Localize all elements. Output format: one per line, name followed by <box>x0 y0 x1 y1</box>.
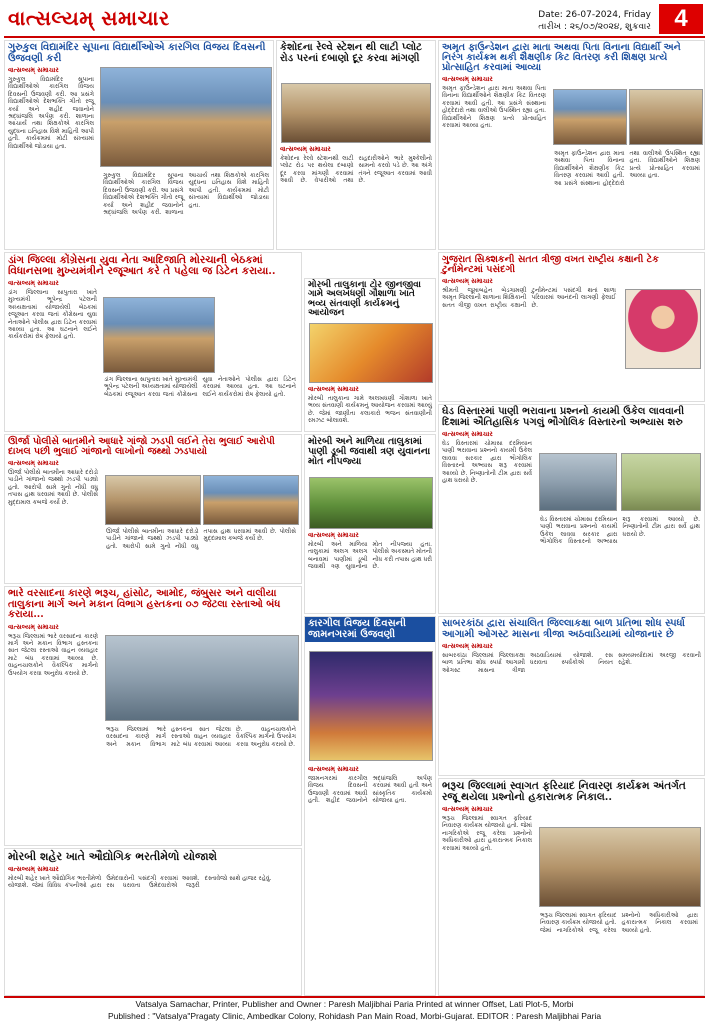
article-body-continued: ભરૂચ જિલ્લામાં સ્વાગત ફરિયાદ નિવારણ કાર્યક્રમ યોજાયો હતો. જેમાં નાગરિકોએ રજૂ કરેલા પ્રશ્નોનો અધિકારીઓ દ્વારા હકારાત્મક નિકાલ કરવામાં આવ્યો હતો. <box>540 912 698 934</box>
article-body-continued: ભરૂચ જિલ્લામાં ભારે વરસાદના કારણે માર્ગ અને મકાન વિભાગ હસ્તકના સાત જેટલા રસ્તાઓ વાહન વ્યવહાર માટે બંધ કરવામાં આવ્યા છે. વાહનચાલકોને વૈકલ્પિક માર્ગનો ઉપયોગ કરવા અનુરોધ કરાયો છે. <box>106 726 296 748</box>
photo-meeting <box>539 827 701 907</box>
headline: મોરબી તાલુકાના ટોર જીનજીવા ગામે અલખધણી ગૌશાળા ખાતે ભવ્ય સંતવાણી કાર્યક્રમનું આયોજન <box>308 280 421 319</box>
photo-event-poster <box>309 323 433 383</box>
article-heavy-rain-roads <box>4 586 302 846</box>
article-amrut-foundation <box>438 40 705 250</box>
article-body: કેશોદના રેલ્વે સ્ટેશનથી લાટી પ્લોટ રોડ પર થયેલા દબાણો દૂર કરવા માંગણી કરવામાં આવી છે. વેપારીઓ તથા રાહદારીઓને ભારે મુશ્કેલીનો સામનો કરવો પડે છે. આ અંગે તંત્રને રજૂઆત કરવામાં આવી છે. <box>280 155 432 185</box>
article-body-continued: અમૃત ફાઉન્ડેશન દ્વારા માતા અથવા પિતા વિનાના વિદ્યાર્થીઓને શૈક્ષણીક કિટ વિતરણ કરવામાં આવી હતી. આ પ્રસંગે સંસ્થાના હોદ્દેદારો તથા વાલીઓ ઉપસ્થિત રહ્યા હતા. વિદ્યાર્થીઓને શિક્ષણ પ્રત્યે પ્રોત્સાહિત કરવામાં આવ્યા હતા. <box>554 150 700 187</box>
headline: કારગીલ વિજય દિવસની જામનગરમાં ઉજવણી <box>305 617 435 642</box>
article-body: ભરૂચ જિલ્લામાં સ્વાગત ફરિયાદ નિવારણ કાર્યક્રમ યોજાયો હતો. જેમાં નાગરિકોએ રજૂ કરેલા પ્રશ્નોનો અધિકારીઓ દ્વારા હકારાત્મક નિકાલ કરવામાં આવ્યો હતો. <box>442 815 532 852</box>
article-teacher-selection <box>438 252 705 402</box>
newspaper-logo: વાત્સલ્યમ્ સમાચાર <box>8 6 170 30</box>
byline: વાત્સલ્યમ્ સમાચાર <box>8 66 59 74</box>
article-sabarkantha-competition <box>438 616 705 776</box>
article-body-continued: ઊર્જા પોલીસે બાતમીના આધારે દરોડો પાડીને ગાંજાનો જથ્થો ઝડપી પાડ્યો હતો. આરોપી સામે ગુનો નોંધી વધુ તપાસ હાથ ધરવામાં આવી છે. પોલીસે મુદ્દામાલ કબજે કર્યો છે. <box>106 528 296 550</box>
headline: મોરબી અને માળિયા તાલુકામાં પાણી ડૂબી જવાથી ત્રણ યુવાનના મોત નીપજ્યા <box>308 436 431 467</box>
headline: અમૃત ફાઉન્ડેશન દ્વારા માતા અથવા પિતા વિનાના વિદ્યાર્થી અને નિરંગ કાર્યક્રમ થકી શૈક્ષણીક કિટ વિતરણ કરી શિક્ષણ પ્રત્યે પ્રોત્સાહિત કરવામાં આવ્યા <box>442 42 681 73</box>
byline: વાત્સલ્યમ્ સમાચાર <box>442 430 493 438</box>
article-body-continued: ગુરુકુલ વિદ્યામંદિર સૂપાના વિદ્યાર્થીઓએ કારગિલ વિજય દિવસની ઉજવણી કરી. આ પ્રસંગે વિદ્યાર્થીઓએ દેશભક્તિ ગીતો રજૂ કર્યા અને શહીદ જવાનોને શ્રદ્ધાંજલિ અર્પણ કરી. શાળાના આચાર્ય તથા શિક્ષકોએ કારગિલ યુદ્ધના ઇતિહાસ વિશે માહિતી આપી હતી. કાર્યક્રમમાં મોટી સંખ્યામાં વિદ્યાર્થીઓ જોડાયા હતા. <box>103 172 269 217</box>
article-kargil-jamnagar <box>304 616 436 996</box>
headline: ભારે વરસાદના કારણે ભરૂચ, હાંસોટ, આમોદ, જંબુસર અને વાલીયા તાલુકાના માર્ગ અને મકાન વિભાગ હસ્તકના ૦૭ જેટલા રસ્તાઓ બંધ કરાયા... <box>8 588 281 620</box>
headline: ડાંગ જિલ્લા કોંગ્રેસના યુવા નેતા આદિજાતિ મોરચાની બેઠકમાં વિધાનસભા મુખ્યમંત્રીને રજૂઆત કરે તે પહેલા જ ડિટેન કરાયા.. <box>8 254 276 278</box>
headline: ગુજરાત સિક્શકની સતત ત્રીજી વખત રાષ્ટ્રીય કક્ષાની ટેક ટુર્નામેન્ટમાં પસંદગી <box>442 254 659 275</box>
photo-flooded-area-1 <box>539 453 617 511</box>
byline: વાત્સલ્યમ્ સમાચાર <box>280 145 331 153</box>
byline: વાત્સલ્યમ્ સમાચાર <box>308 385 359 393</box>
photo-seized-goods-1 <box>105 475 201 525</box>
photo-river <box>309 477 433 529</box>
article-body: ઊર્જા પોલીસે બાતમીના આધારે દરોડો પાડીને ગાંજાનો જથ્થો ઝડપી પાડ્યો હતો. આરોપી સામે ગુનો નોંધી વધુ તપાસ હાથ ધરવામાં આવી છે. પોલીસે મુદ્દામાલ કબજે કર્યો છે. <box>8 468 98 506</box>
footer <box>4 996 705 1022</box>
article-body: ડાંગ જિલ્લાના સાપુતારા ખાતે મુખ્યમંત્રી ભૂપેન્દ્ર પટેલની અધ્યક્ષતામાં યોજાયેલી બેઠકમાં રજૂઆત કરવા જતાં કોંગ્રેસના યુવા નેતાઓને પોલીસ દ્વારા ડિટેન કરવામાં આવ્યા હતા. આ ઘટનાને લઈને કાર્યકરોમાં રોષ ફેલાયો હતો. <box>8 289 97 341</box>
article-ghed-water <box>438 404 705 614</box>
article-body-continued: ઘેડ વિસ્તારમાં ચોમાસા દરમિયાન પાણી ભરાવાના પ્રશ્નનો કાયમી ઉકેલ લાવવા સરકાર દ્વારા ભૌગોલિક વિસ્તારનો અભ્યાસ શરૂ કરવામાં આવ્યો છે. નિષ્ણાતોની ટીમ દ્વારા સર્વે હાથ ધરાયો છે. <box>540 516 700 546</box>
article-body: ઘેડ વિસ્તારમાં ચોમાસા દરમિયાન પાણી ભરાવાના પ્રશ્નનો કાયમી ઉકેલ લાવવા સરકાર દ્વારા ભૌગોલિક વિસ્તારનો અભ્યાસ શરૂ કરવામાં આવ્યો છે. નિષ્ણાતોની ટીમ દ્વારા સર્વે હાથ ધરાયો છે. <box>442 440 532 485</box>
article-body: મોરબી તાલુકાના ગામે અલખધણી ગૌશાળા ખાતે ભવ્ય સંતવાણી કાર્યક્રમનું આયોજન કરવામાં આવ્યું છે. જેમાં જાણીતા કલાકારો ભજન સંતવાણીની રમઝટ બોલાવશે. <box>308 395 432 425</box>
headline: ઘેડ વિસ્તારમાં પાણી ભરાવાના પ્રશ્નનો કાયમી ઉકેલ લાવવાની દિશામાં ઐતિહાસિક પગલું ભૌગોલિક વિસ્તારનો અભ્યાસ શરુ <box>442 406 685 428</box>
article-morbi-santvani <box>304 278 436 432</box>
article-body: મોરબી અને માળિયા તાલુકામાં અલગ અલગ બનાવમાં પાણીમાં ડૂબી જવાથી ત્રણ યુવાનોના મોત નીપજ્યા હતા. પોલીસે અકસ્માતે મોતની નોંધ કરી તપાસ હાથ ધરી છે. <box>308 541 432 571</box>
masthead <box>4 4 705 38</box>
date-english: Date: 26-07-2024, Friday <box>538 10 651 20</box>
article-body: ગુરુકુલ વિદ્યામંદિર સૂપાના વિદ્યાર્થીઓએ કારગિલ વિજય દિવસની ઉજવણી કરી. આ પ્રસંગે વિદ્યાર્થીઓએ દેશભક્તિ ગીતો રજૂ કર્યા અને શહીદ જવાનોને શ્રદ્ધાંજલિ અર્પણ કરી. શાળાના આચાર્ય તથા શિક્ષકોએ કારગિલ યુદ્ધના ઇતિહાસ વિશે માહિતી આપી હતી. કાર્યક્રમમાં મોટી સંખ્યામાં વિદ્યાર્થીઓ જોડાયા હતા. <box>8 76 94 150</box>
photo-students <box>100 67 272 167</box>
photo-congress-leaders <box>103 297 215 373</box>
footer-publisher-line: Vatsalya Samachar, Printer, Publisher and Owner : Paresh Maljibhai Paria Printed at winner Offset, Lati Plot-5, Morbi <box>135 999 574 1009</box>
photo-kit-distribution-1 <box>553 89 627 145</box>
byline: વાત્સલ્યમ્ સમાચાર <box>442 805 493 814</box>
headline: ભરૂચ જિલ્લામાં સ્વાગત ફરિયાદ નિવારણ કાર્યક્રમ અંતર્ગત રજૂ થયેલા પ્રશ્નોનો હકારાત્મક નિકાલ.. <box>442 780 686 804</box>
headline: ઊર્જા પોલીસે બાતમીને આધારે ગાંજો ઝડપી લઈને તેરા ભુલાઈ આરોપી દાખલ પછી ભુલાઈ ગાંજાનો લાખોનો જથ્થો ઝડપાયો <box>8 436 275 457</box>
article-dang <box>4 252 302 432</box>
article-body-continued: ડાંગ જિલ્લાના સાપુતારા ખાતે મુખ્યમંત્રી ભૂપેન્દ્ર પટેલની અધ્યક્ષતામાં યોજાયેલી બેઠકમાં રજૂઆત કરવા જતાં કોંગ્રેસના યુવા નેતાઓને પોલીસ દ્વારા ડિટેન કરવામાં આવ્યા હતા. આ ઘટનાને લઈને કાર્યકરોમાં રોષ ફેલાયો હતો. <box>104 376 296 398</box>
byline: વાત્સલ્યમ્ સમાચાર <box>8 622 59 631</box>
article-body: શ્રીમતી જૂમાબહેન બેડગામણી અમૃત જિલ્લાની શાળાના શિક્ષિકાની સતત ત્રીજી વખત રાષ્ટ્રીય કક્ષાની ટુર્નામેન્ટમાં પસંદગી થતાં શાળા પરિવારમાં આનંદની લાગણી ફેલાઈ છે. <box>442 286 616 309</box>
byline: વાત્સલ્યમ્ સમાચાર <box>442 74 493 83</box>
date-gujarati: તારીખ : ૨૬/૦૭/૨૦૨૪, શુક્રવાર <box>538 22 651 32</box>
photo-flooded-area-2 <box>621 453 701 511</box>
byline: વાત્સલ્યમ્ સમાચાર <box>308 765 359 773</box>
byline: વાત્સલ્યમ્ સમાચાર <box>8 279 59 288</box>
byline: વાત્સલ્યમ્ સમાચાર <box>8 458 59 467</box>
article-body: મોરબી શહેર ખાતે ઔદ્યોગિક ભરતીમેળો યોજાશે. જેમાં વિવિધ કંપનીઓ દ્વારા ઉમેદવારોની પસંદગી કરવામાં આવશે. રસ ધરાવતા ઉમેદવારોએ જરૂરી દસ્તાવેજો સાથે હાજર રહેવું. <box>8 874 272 889</box>
footer-address-line: Published : "Vatsalya"Pragaty Clinic, Ambedkar Colony, Rohidash Pan Main Road, Morbi-Gujarat. EDITOR : Paresh Maljibhai Paria <box>107 1011 602 1021</box>
photo-closed-road <box>105 635 299 721</box>
article-morbi-job-fair <box>4 848 302 996</box>
article-kesod <box>276 40 436 250</box>
article-urja-police <box>4 434 302 584</box>
headline: ગુરુકુલ વિદ્યામંદિર સૂપાના વિદ્યાર્થીઓએ કારગિલ વિજય દિવસની ઉજવણી કરી <box>8 42 266 64</box>
photo-seized-goods-2 <box>203 475 299 525</box>
article-body: જામનગરમાં કારગીલ વિજય દિવસની ઉજવણી કરવામાં આવી હતી. શહીદ જવાનોને શ્રદ્ધાંજલિ અર્પણ કરવામાં આવી હતી અને સાંસ્કૃતિક કાર્યક્રમો યોજાયા હતા. <box>308 775 432 805</box>
article-body: અમૃત ફાઉન્ડેશન દ્વારા માતા અથવા પિતા વિનાના વિદ્યાર્થીઓને શૈક્ષણીક કિટ વિતરણ કરવામાં આવી હતી. આ પ્રસંગે સંસ્થાના હોદ્દેદારો તથા વાલીઓ ઉપસ્થિત રહ્યા હતા. વિદ્યાર્થીઓને શિક્ષણ પ્રત્યે પ્રોત્સાહિત કરવામાં આવ્યા હતા. <box>442 84 546 129</box>
headline: મોરબી શહેર ખાતે ઔદ્યોગિક ભરતીમેળો યોજાશે <box>8 850 218 863</box>
photo-cultural-program <box>309 651 433 761</box>
date-block <box>538 9 651 33</box>
article-body: સાબરકાંઠા જિલ્લામાં જિલ્લાકક્ષા બાળ પ્રતિભા શોધ સ્પર્ધા આગામી ઓગસ્ટ માસના ત્રીજા અઠવાડિયામાં યોજાશે. રસ ધરાવતા સ્પર્ધકોએ નિયત સમયમર્યાદામાં અરજી કરવાની રહેશે. <box>442 652 701 674</box>
article-gurukul <box>4 40 274 250</box>
photo-teacher-portrait <box>625 289 701 369</box>
photo-railway-road <box>281 83 431 143</box>
article-bharuch-swagat <box>438 778 705 996</box>
headline: સાબરકાંઠા દ્વારા સંચાલિત જિલ્લાકક્ષા બાળ પ્રતિભા શોધ સ્પર્ધા આગામી ઓગસ્ટ માસના ત્રીજા અઠવાડિયામાં યોજાનાર છે <box>442 618 686 640</box>
headline: કેશોદના રેલ્વે સ્ટેશન થી લાટી પ્લોટ રોડ પરનાં દબાણો દૂર કરવા માંગણી <box>280 42 422 64</box>
byline: વાત્સલ્યમ્ સમાચાર <box>442 642 493 650</box>
byline: વાત્સલ્યમ્ સમાચાર <box>308 531 359 539</box>
byline: વાત્સલ્યમ્ સમાચાર <box>8 864 59 873</box>
byline: વાત્સલ્યમ્ સમાચાર <box>442 276 493 285</box>
photo-kit-distribution-2 <box>629 89 703 145</box>
article-body: ભરૂચ જિલ્લામાં ભારે વરસાદના કારણે માર્ગ અને મકાન વિભાગ હસ્તકના સાત જેટલા રસ્તાઓ વાહન વ્યવહાર માટે બંધ કરવામાં આવ્યા છે. વાહનચાલકોને વૈકલ્પિક માર્ગનો ઉપયોગ કરવા અનુરોધ કરાયો છે. <box>8 632 98 677</box>
page-number-badge: 4 <box>659 4 703 34</box>
article-morbi-drowning <box>304 434 436 614</box>
